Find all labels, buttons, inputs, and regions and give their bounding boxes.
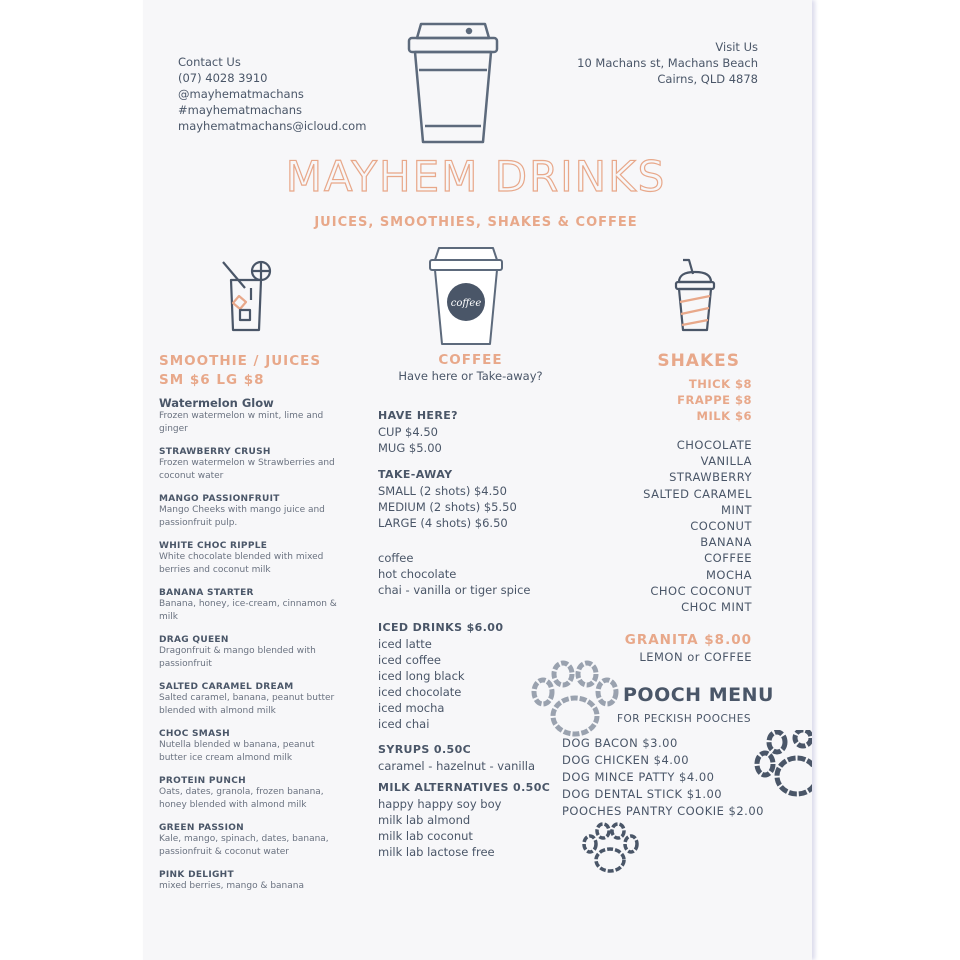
smoothies-heading <box>159 352 321 390</box>
list-item: chai - vanilla or tiger spice <box>378 583 531 597</box>
list-item <box>159 588 344 623</box>
visit-label: Visit Us <box>715 40 758 54</box>
item-name: SALTED CARAMEL DREAM <box>159 682 294 692</box>
item-name: WHITE CHOC RIPPLE <box>159 541 268 551</box>
smoothies-heading-prices: SM $6 LG $8 <box>159 372 265 388</box>
granita-heading: GRANITA $8.00 <box>624 632 752 648</box>
contact-label: Contact Us <box>178 55 241 69</box>
list-item <box>159 635 344 670</box>
list-item: hot chocolate <box>378 567 457 581</box>
smoothies-heading-title: SMOOTHIE / JUICES <box>159 353 322 369</box>
list-item: iced coffee <box>378 653 441 667</box>
pooch-subtitle: FOR PECKISH POOCHES <box>617 713 752 725</box>
cup-label: coffee <box>450 298 482 309</box>
coffee-heading: COFFEE <box>438 352 503 368</box>
visit-block <box>577 39 758 87</box>
list-item: CHOC MINT <box>681 600 752 615</box>
item-desc: Dragonfruit & mango blended with passionfruit <box>159 646 316 669</box>
list-item: CUP $4.50 <box>378 425 438 439</box>
paw-print-icon <box>581 822 639 876</box>
list-item: COCONUT <box>690 519 752 534</box>
list-item: DOG DENTAL STICK $1.00 <box>562 787 723 801</box>
have-here-title: HAVE HERE? <box>378 409 458 422</box>
list-item <box>159 823 344 858</box>
juice-glass-icon <box>221 258 275 334</box>
item-desc: Frozen watermelon w Strawberries and coconut water <box>159 458 335 481</box>
coffee-have-here <box>378 408 578 456</box>
takeaway-coffee-icon <box>427 244 505 348</box>
list-item: STRAWBERRY <box>669 470 752 485</box>
list-item <box>159 682 344 717</box>
list-item: MOCHA <box>705 567 752 582</box>
list-item: CHOCOLATE <box>676 438 752 452</box>
contact-email: mayhematmachans@icloud.com <box>178 119 367 133</box>
shakes-flavours <box>643 437 752 615</box>
list-item <box>159 870 344 893</box>
list-item: iced chocolate <box>378 685 462 699</box>
syrups-title: SYRUPS 0.50C <box>378 743 472 756</box>
milk-title: MILK ALTERNATIVES 0.50C <box>378 781 551 794</box>
item-desc: Banana, honey, ice-cream, cinnamon & milk <box>159 599 337 622</box>
iced-title: ICED DRINKS $6.00 <box>378 621 504 634</box>
take-away-title: TAKE-AWAY <box>378 468 453 481</box>
list-item: SALTED CARAMEL <box>643 486 752 501</box>
granita-options: LEMON or COFFEE <box>639 650 752 664</box>
paw-print-icon <box>525 660 625 742</box>
item-desc: White chocolate blended with mixed berries and coconut milk <box>159 552 324 575</box>
list-item: iced chai <box>378 717 430 731</box>
pooch-title: POOCH MENU <box>623 684 774 706</box>
visit-city: Cairns, QLD 4878 <box>657 72 758 86</box>
contact-hashtag: #mayhematmachans <box>178 103 303 117</box>
list-item: COFFEE <box>704 551 752 566</box>
list-item: LARGE (4 shots) $6.50 <box>378 516 508 530</box>
list-item <box>159 729 344 764</box>
list-item: MILK $6 <box>696 409 752 423</box>
item-name: STRAWBERRY CRUSH <box>159 447 271 457</box>
contact-block <box>178 54 366 134</box>
pooch-items <box>562 735 764 820</box>
coffee-tagline: Have here or Take-away? <box>398 369 543 383</box>
shake-cup-icon <box>673 258 717 336</box>
list-item: milk lab coconut <box>378 829 473 843</box>
shakes-heading: SHAKES <box>657 351 740 371</box>
coffee-others <box>378 550 578 598</box>
menu-subtitle: JUICES, SMOOTHIES, SHAKES & COFFEE <box>314 215 638 230</box>
coffee-syrups <box>378 742 578 774</box>
contact-social: @mayhematmachans <box>178 87 304 101</box>
list-item: CHOC COCONUT <box>650 583 752 598</box>
list-item <box>159 541 344 576</box>
list-item: DOG MINCE PATTY $4.00 <box>562 770 715 784</box>
item-name: PROTEIN PUNCH <box>159 776 246 786</box>
list-item: MUG $5.00 <box>378 441 442 455</box>
list-item: coffee <box>378 551 414 565</box>
coffee-cup-icon <box>403 18 503 148</box>
list-item: MINT <box>721 502 752 517</box>
item-desc: Kale, mango, spinach, dates, banana, passionfruit & coconut water <box>159 834 329 857</box>
item-name: Watermelon Glow <box>159 396 274 410</box>
item-name: DRAG QUEEN <box>159 635 229 645</box>
item-desc: Nutella blended w banana, peanut butter ice cream almond milk <box>159 740 315 763</box>
item-desc: Salted caramel, banana, peanut butter blended with almond milk <box>159 693 335 716</box>
menu-page <box>143 0 812 960</box>
list-item: happy happy soy boy <box>378 797 502 811</box>
list-item: DOG CHICKEN $4.00 <box>562 753 690 767</box>
list-item: SMALL (2 shots) $4.50 <box>378 484 507 498</box>
item-name: MANGO PASSIONFRUIT <box>159 494 280 504</box>
contact-phone: (07) 4028 3910 <box>178 71 268 85</box>
list-item: iced mocha <box>378 701 445 715</box>
coffee-take-away <box>378 467 578 531</box>
list-item: iced long black <box>378 669 465 683</box>
list-item <box>159 447 344 482</box>
list-item: POOCHES PANTRY COOKIE $2.00 <box>562 804 764 818</box>
list-item: BANANA <box>700 535 752 550</box>
coffee-milk <box>378 780 578 860</box>
item-desc: mixed berries, mango & banana <box>159 881 304 891</box>
item-name: PINK DELIGHT <box>159 870 234 880</box>
smoothies-list <box>159 396 344 905</box>
item-desc: Mango Cheeks with mango juice and passionfruit pulp. <box>159 505 325 528</box>
list-item <box>159 396 344 435</box>
shakes-prices <box>677 376 752 424</box>
visit-street: 10 Machans st, Machans Beach <box>577 56 758 70</box>
list-item: milk lab lactose free <box>378 845 495 859</box>
item-name: CHOC SMASH <box>159 729 230 739</box>
item-name: BANANA STARTER <box>159 588 254 598</box>
menu-title: MAYHEM DRINKS <box>285 152 667 201</box>
list-item: THICK $8 <box>688 377 752 391</box>
list-item: caramel - hazelnut - vanilla <box>378 759 536 773</box>
list-item: DOG BACON $3.00 <box>562 736 678 750</box>
list-item <box>159 494 344 529</box>
item-desc: Frozen watermelon w mint, lime and ginger <box>159 411 324 434</box>
item-desc: Oats, dates, granola, frozen banana, honey blended with almond milk <box>159 787 324 810</box>
list-item: milk lab almond <box>378 813 471 827</box>
list-item: VANILLA <box>700 454 752 469</box>
item-name: GREEN PASSION <box>159 823 245 833</box>
list-item: iced latte <box>378 637 432 651</box>
list-item: FRAPPE $8 <box>677 393 752 407</box>
list-item: MEDIUM (2 shots) $5.50 <box>378 500 517 514</box>
list-item <box>159 776 344 811</box>
